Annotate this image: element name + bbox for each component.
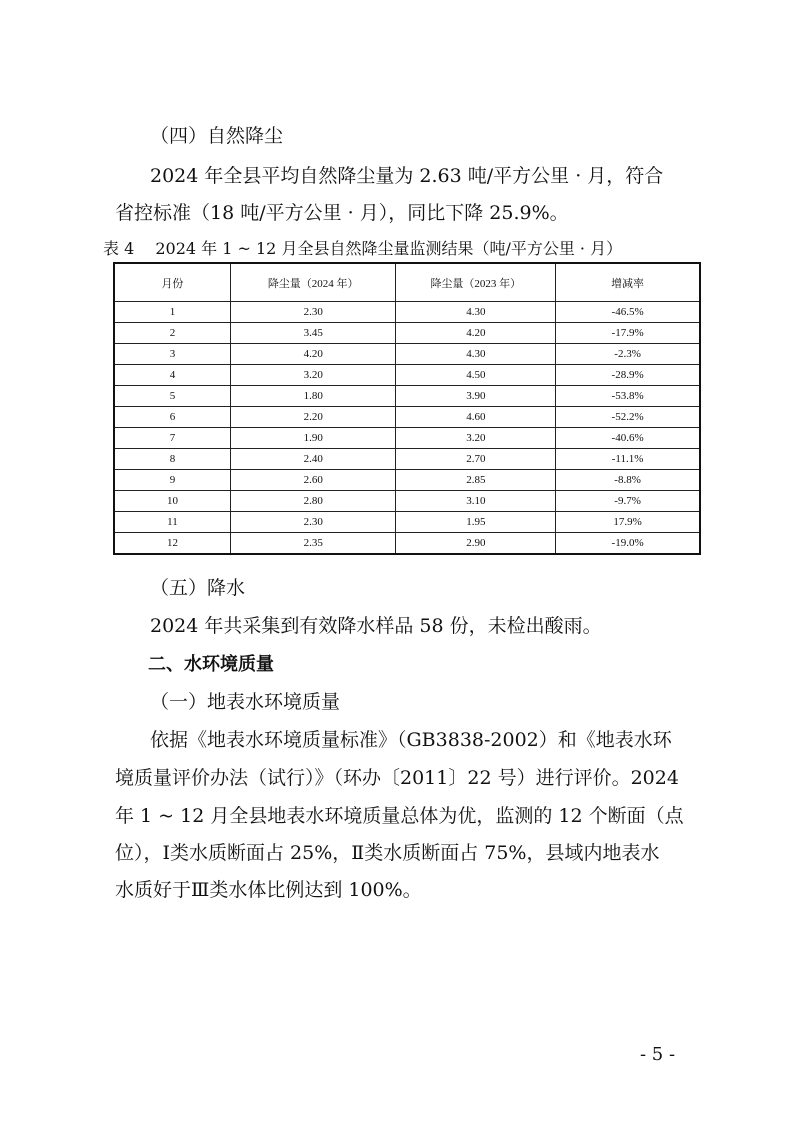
cell-change-rate: -53.8% [556, 386, 700, 407]
surface-water-paragraph-line-3: 年 1 ~ 12 月全县地表水环境质量总体为优，监测的 12 个断面（点 [115, 805, 684, 827]
cell-dustfall-2023: 4.30 [396, 302, 556, 323]
cell-dustfall-2023: 1.95 [396, 512, 556, 533]
cell-dustfall-2024: 3.45 [230, 323, 396, 344]
cell-month: 3 [114, 344, 230, 365]
cell-month: 2 [114, 323, 230, 344]
surface-water-paragraph-line-5: 水质好于Ⅲ类水体比例达到 100%。 [115, 879, 422, 901]
table-row [114, 386, 700, 407]
page-number: - 5 - [640, 1044, 676, 1065]
cell-change-rate: -2.3% [556, 344, 700, 365]
cell-month: 7 [114, 428, 230, 449]
table-row [114, 449, 700, 470]
cell-change-rate: -8.8% [556, 470, 700, 491]
cell-month: 10 [114, 491, 230, 512]
table-row [114, 323, 700, 344]
table-row [114, 407, 700, 428]
cell-dustfall-2023: 3.10 [396, 491, 556, 512]
table-row [114, 512, 700, 533]
precipitation-paragraph: 2024 年共采集到有效降水样品 58 份，未检出酸雨。 [150, 615, 602, 637]
cell-month: 12 [114, 533, 230, 555]
section-heading-precipitation: （五）降水 [150, 577, 246, 599]
cell-change-rate: -9.7% [556, 491, 700, 512]
cell-dustfall-2024: 2.30 [230, 302, 396, 323]
cell-dustfall-2023: 2.85 [396, 470, 556, 491]
cell-change-rate: -40.6% [556, 428, 700, 449]
cell-dustfall-2023: 4.30 [396, 344, 556, 365]
cell-month: 6 [114, 407, 230, 428]
cell-dustfall-2024: 2.60 [230, 470, 396, 491]
cell-dustfall-2024: 1.80 [230, 386, 396, 407]
header-dustfall-2024: 降尘量（2024 年） [230, 263, 396, 302]
dustfall-table [113, 262, 701, 555]
cell-dustfall-2024: 2.80 [230, 491, 396, 512]
header-change-rate: 增减率 [556, 263, 700, 302]
cell-dustfall-2023: 4.20 [396, 323, 556, 344]
cell-change-rate: -17.9% [556, 323, 700, 344]
table-row [114, 302, 700, 323]
cell-dustfall-2023: 2.90 [396, 533, 556, 555]
cell-month: 5 [114, 386, 230, 407]
header-dustfall-2023: 降尘量（2023 年） [396, 263, 556, 302]
cell-month: 1 [114, 302, 230, 323]
table-header-row [114, 263, 700, 302]
cell-dustfall-2023: 2.70 [396, 449, 556, 470]
cell-dustfall-2023: 3.90 [396, 386, 556, 407]
cell-dustfall-2024: 1.90 [230, 428, 396, 449]
table-row [114, 533, 700, 555]
cell-dustfall-2024: 2.40 [230, 449, 396, 470]
table-caption: 表 4 2024 年 1 ~ 12 月全县自然降尘量监测结果（吨/平方公里 · 月） [103, 239, 623, 258]
cell-change-rate: -19.0% [556, 533, 700, 555]
cell-dustfall-2023: 3.20 [396, 428, 556, 449]
table-row [114, 491, 700, 512]
cell-change-rate: -28.9% [556, 365, 700, 386]
surface-water-paragraph-line-2: 境质量评价办法（试行）》（环办〔2011〕22 号）进行评价。2024 [115, 767, 679, 789]
cell-dustfall-2024: 3.20 [230, 365, 396, 386]
surface-water-paragraph-line-1: 依据《地表水环境质量标准》（GB3838-2002）和《地表水环 [150, 729, 672, 751]
cell-change-rate: -11.1% [556, 449, 700, 470]
dustfall-paragraph-line-2: 省控标准（18 吨/平方公里 · 月），同比下降 25.9%。 [115, 202, 569, 224]
cell-change-rate: -46.5% [556, 302, 700, 323]
cell-change-rate: -52.2% [556, 407, 700, 428]
table-row [114, 365, 700, 386]
cell-dustfall-2024: 2.20 [230, 407, 396, 428]
cell-dustfall-2024: 4.20 [230, 344, 396, 365]
cell-dustfall-2023: 4.60 [396, 407, 556, 428]
surface-water-paragraph-line-4: 位），Ⅰ类水质断面占 25%，Ⅱ类水质断面占 75%，县域内地表水 [115, 842, 660, 864]
table-row [114, 470, 700, 491]
cell-month: 4 [114, 365, 230, 386]
cell-month: 9 [114, 470, 230, 491]
table-row [114, 428, 700, 449]
section-heading-natural-dustfall: （四）自然降尘 [150, 125, 284, 147]
cell-month: 8 [114, 449, 230, 470]
cell-dustfall-2024: 2.30 [230, 512, 396, 533]
table-row [114, 344, 700, 365]
cell-change-rate: 17.9% [556, 512, 700, 533]
dustfall-paragraph-line-1: 2024 年全县平均自然降尘量为 2.63 吨/平方公里 · 月，符合 [150, 165, 664, 187]
cell-dustfall-2023: 4.50 [396, 365, 556, 386]
chapter-heading-water-quality: 二、水环境质量 [148, 654, 274, 675]
header-month: 月份 [114, 263, 230, 302]
cell-dustfall-2024: 2.35 [230, 533, 396, 555]
section-heading-surface-water: （一）地表水环境质量 [150, 691, 341, 713]
cell-month: 11 [114, 512, 230, 533]
